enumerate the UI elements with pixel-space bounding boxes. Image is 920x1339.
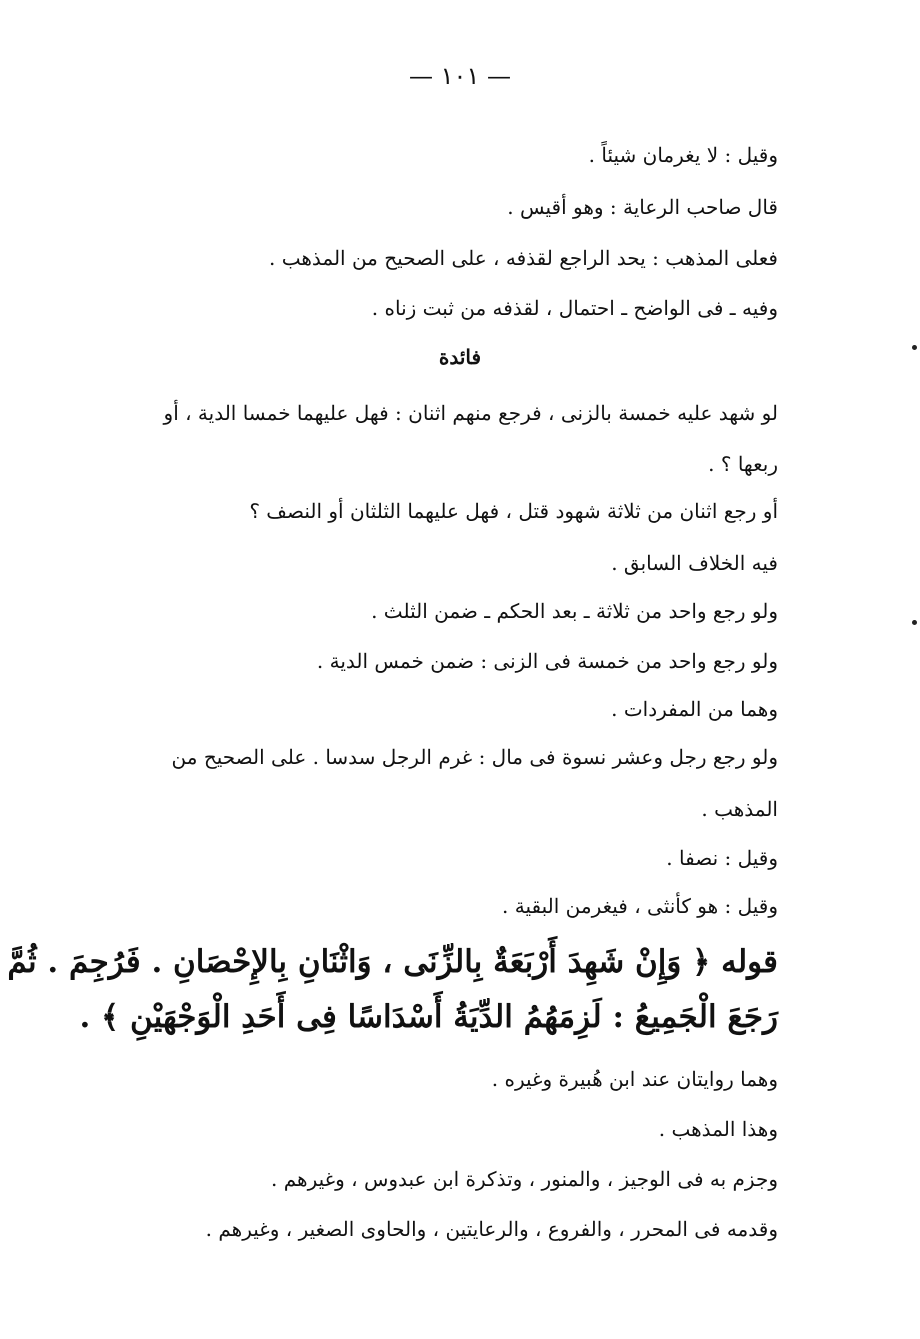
text-line: وقدمه فى المحرر ، والفروع ، والرعايتين ، والحاوى الصغير ، وغيرهم . [205,1217,778,1241]
text-line: وفيه ـ فى الواضح ـ احتمال ، لقذفه من ثبت زناه . [371,296,778,320]
margin-dot [912,620,917,625]
text-line: ربعها ؟ . [708,452,778,476]
margin-dot [912,345,917,350]
page-number: — ١٠١ — [409,62,511,90]
text-line: فيه الخلاف السابق . [611,551,778,575]
text-line: ولو رجع واحد من ثلاثة ـ بعد الحكم ـ ضمن الثلث . [371,599,778,623]
text-line: ولو رجع واحد من خمسة فى الزنى : ضمن خمس الدية . [316,649,778,673]
text-line: وجزم به فى الوجيز ، والمنور ، وتذكرة ابن عبدوس ، وغيرهم . [271,1167,778,1191]
text-line: أو رجع اثنان من ثلاثة شهود قتل ، فهل عليهما الثلثان أو النصف ؟ [249,499,778,523]
text-line: المذهب . [701,797,778,821]
text-line: وقيل : لا يغرمان شيئاً . [588,143,778,167]
text-line: فعلى المذهب : يحد الراجع لقذفه ، على الصحيح من المذهب . [268,246,778,270]
section-heading: فائدة [438,345,482,369]
text-line: وقيل : نصفا . [666,846,778,870]
text-line: وهما من المفردات . [611,697,778,721]
text-line: قال صاحب الرعاية : وهو أقيس . [507,195,778,219]
text-line: وهما روايتان عند ابن هُبيرة وغيره . [491,1067,778,1091]
quran-quote-line: رَجَعَ الْجَمِيعُ : لَزِمَهُمُ الدِّيَةُ أَسْدَاسًا فِى أَحَدِ الْوَجْهَيْنِ ﴾ . [79,999,778,1035]
text-line: وهذا المذهب . [658,1117,778,1141]
text-line: لو شهد عليه خمسة بالزنى ، فرجع منهم اثنان : فهل عليهما خمسا الدية ، أو [163,401,778,425]
text-line: وقيل : هو كأنثى ، فيغرمن البقية . [502,894,778,918]
quran-quote-line: قوله ﴿ وَإِنْ شَهِدَ أَرْبَعَةٌ بِالزِّنَى ، وَاثْنَانِ بِالإِحْصَانِ . فَرُجِمَ . ثُمَّ [7,944,778,980]
text-line: ولو رجع رجل وعشر نسوة فى مال : غرم الرجل سدسا . على الصحيح من [171,745,778,769]
